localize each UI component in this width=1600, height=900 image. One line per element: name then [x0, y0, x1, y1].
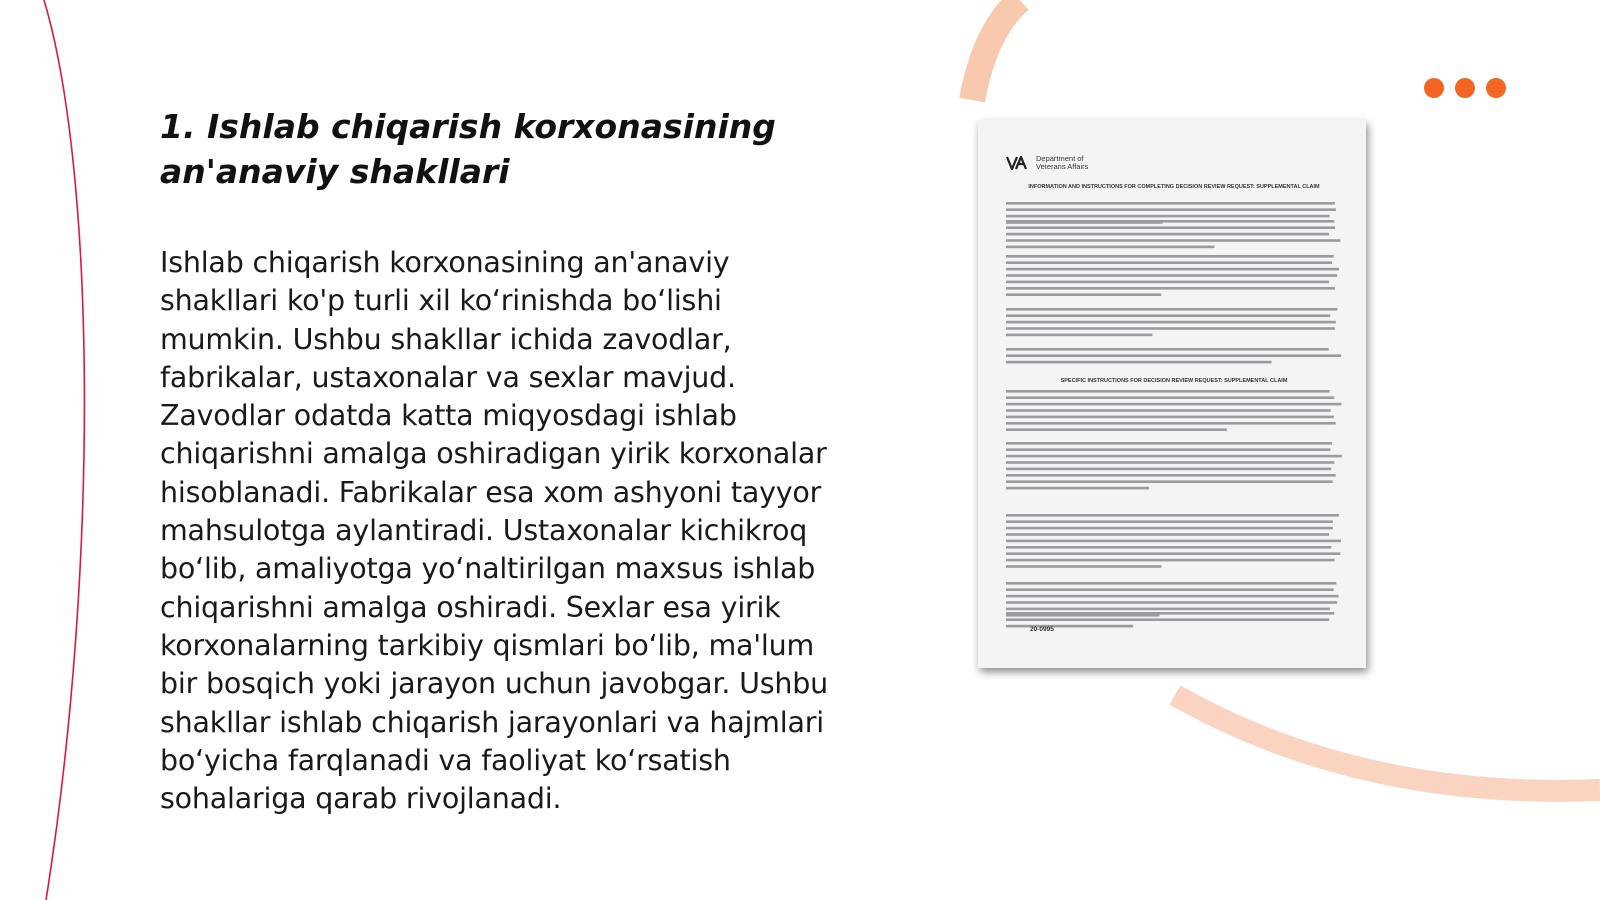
- document-text-line: [1006, 202, 1335, 205]
- document-text-line: [1006, 582, 1336, 585]
- document-text-line: [1006, 314, 1330, 317]
- document-text-line: [1006, 468, 1331, 471]
- document-heading: INFORMATION AND INSTRUCTIONS FOR COMPLETING DECISION REVIEW REQUEST: SUPPLEMENTAL CLAIM: [1028, 184, 1320, 190]
- document-text-line: [1006, 520, 1333, 523]
- document-text-line: [1006, 595, 1339, 598]
- document-text-line: [1006, 261, 1332, 264]
- document-text-line: [1006, 565, 1161, 568]
- left-curve-line: [44, 0, 84, 900]
- document-text-line: [1006, 546, 1331, 549]
- document-subheading: SPECIFIC INSTRUCTIONS FOR DECISION REVIEW REQUEST: SUPPLEMENTAL CLAIM: [1060, 378, 1288, 384]
- va-logo-icon: [1006, 156, 1030, 170]
- document-text-line: [1006, 327, 1335, 330]
- document-text-line: [1006, 487, 1149, 490]
- dot: [1455, 78, 1475, 98]
- org-line-2: Veterans Affairs: [1036, 162, 1089, 171]
- document-text-line: [1006, 455, 1342, 458]
- top-arc: [972, 0, 1020, 100]
- dot: [1486, 78, 1506, 98]
- document-text-line: [1006, 354, 1341, 357]
- document-text-line: [1006, 361, 1271, 364]
- document-text-line: [1006, 612, 1334, 615]
- document-text-line: [1006, 416, 1334, 419]
- document-image: [978, 120, 1366, 668]
- document-org-name: [1036, 155, 1088, 171]
- document-text-lines: [978, 120, 1366, 668]
- dot: [1424, 78, 1444, 98]
- document-text-line: [1006, 208, 1336, 211]
- document-text-line: [1006, 268, 1339, 271]
- document-text-line: [1006, 274, 1337, 277]
- document-text-line: [1006, 293, 1161, 296]
- document-text-line: [1006, 442, 1332, 445]
- document-text-line: [1006, 220, 1334, 223]
- document-text-line: [1006, 608, 1330, 611]
- document-text-line: [1006, 390, 1330, 393]
- document-text-line: [1006, 474, 1336, 477]
- slide-body-text: Ishlab chiqarish korxonasining an'anaviy shakllari ko'p turli xil ko‘rinishda bo‘lishi mumkin. Ushbu shakllar ichida zavodlar, fabrikalar, ustaxonalar va sexlar mavjud. Zavodlar odatda katta miqyosdagi ishlab chiqarishni amalga oshiradigan yirik korxonalar hisoblanadi. Fabrikalar esa xom ashyoni tayyor mahsulotga aylantiradi. Ustaxonalar kichikroq bo‘lib, amaliyotga yo‘naltirilgan maxsus ishlab chiqarishni amalga oshiradi. Sexlar esa yirik korxonalarning tarkibiy qismlari bo‘lib, ma'lum bir bosqich yoki jarayon uchun javobgar. Ushbu shakllar ishlab chiqarish jarayonlari va hajmlari bo‘yicha farqlanadi va faoliyat ko‘rsatish sohalariga qarab rivojlanadi.: [160, 246, 828, 816]
- document-form-number: 20-0995: [1030, 626, 1054, 633]
- document-text-line: [1006, 601, 1337, 604]
- document-text-line: [1006, 618, 1329, 621]
- document-text-line: [1006, 233, 1329, 236]
- document-text-line: [1006, 540, 1341, 543]
- document-text-line: [1006, 308, 1337, 311]
- document-text-line: [1006, 403, 1341, 406]
- document-header: [1006, 155, 1088, 171]
- document-text-line: [1006, 287, 1335, 290]
- document-text-line: [1006, 255, 1334, 258]
- document-text-line: [1006, 428, 1227, 431]
- document-text-line: [1006, 246, 1214, 249]
- bottom-arc: [1175, 695, 1600, 791]
- document-text-line: [1006, 422, 1336, 425]
- document-text-line: [1006, 226, 1335, 229]
- more-dots-icon: [1424, 78, 1506, 98]
- document-text-line: [1006, 215, 1330, 218]
- document-text-line: [1006, 588, 1334, 591]
- document-text-line: [1006, 348, 1329, 351]
- document-text-line: [1006, 552, 1340, 555]
- document-text-line: [1006, 239, 1340, 242]
- org-line-1: Department of: [1036, 154, 1084, 163]
- document-text-line: [1006, 533, 1329, 536]
- document-text-line: [1006, 409, 1331, 412]
- document-text-line: [1006, 321, 1336, 324]
- document-text-line: [1006, 281, 1329, 284]
- document-text-line: [1006, 448, 1330, 451]
- document-text-line: [1006, 625, 1133, 628]
- document-text-line: [1006, 514, 1339, 517]
- slide-title: 1. Ishlab chiqarish korxonasining an'anaviy shakllari: [160, 107, 776, 191]
- document-text-line: [1006, 527, 1333, 530]
- document-text-line: [1006, 461, 1334, 464]
- document-text-line: [1006, 480, 1333, 483]
- document-text-line: [1006, 396, 1334, 399]
- document-text-line: [1006, 559, 1335, 562]
- document-text-line: [1006, 334, 1152, 337]
